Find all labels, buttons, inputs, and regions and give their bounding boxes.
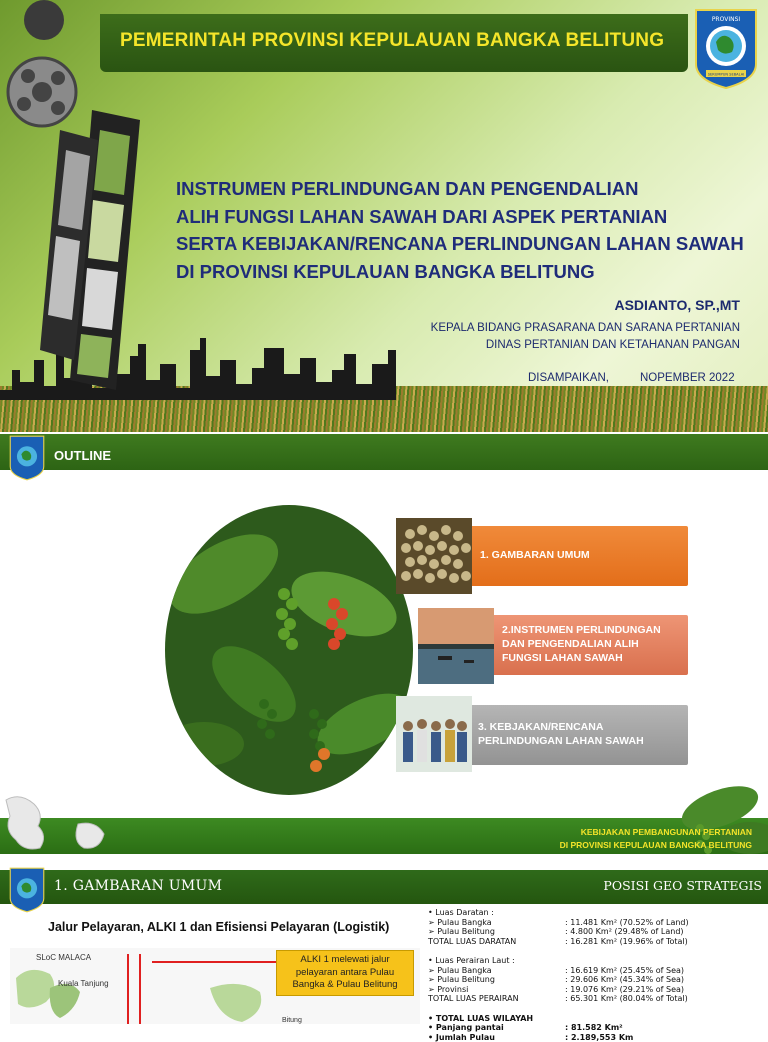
statistic-row xyxy=(428,946,768,956)
svg-text:Kuala Tanjung: Kuala Tanjung xyxy=(58,979,109,988)
group-photo-thumbnail xyxy=(396,696,472,772)
statistic-row xyxy=(428,918,768,928)
statistic-label: ➢ Provinsi xyxy=(428,984,469,994)
government-title: PEMERINTAH PROVINSI KEPULAUAN BANGKA BELITUNG xyxy=(120,30,665,51)
outline-item-general-overview[interactable] xyxy=(438,526,688,586)
statistic-value: : 11.481 Km² (70.52% of Land) xyxy=(565,917,689,927)
statistic-row xyxy=(428,985,768,995)
statistic-label: • Luas Perairan Laut : xyxy=(428,955,515,965)
statistic-row xyxy=(428,956,768,966)
statistic-row xyxy=(428,1023,768,1033)
statistic-row xyxy=(428,1033,768,1042)
statistic-row xyxy=(428,994,768,1004)
outline-header-bar xyxy=(0,434,768,470)
svg-text:SERUMPUN SEBALAI: SERUMPUN SEBALAI xyxy=(707,72,745,77)
title-slide xyxy=(0,0,768,432)
statistic-value: : 81.582 Km² xyxy=(565,1023,623,1033)
harbor-sunset-thumbnail xyxy=(418,608,494,684)
statistic-row xyxy=(428,937,768,947)
statistic-row xyxy=(428,1014,768,1024)
overview-slide xyxy=(0,864,768,1042)
pepper-plant-photo xyxy=(164,504,414,796)
footer-line: KEBIJAKAN PEMBANGUNAN PERTANIAN xyxy=(580,827,752,837)
outline-item-label: 1. GAMBARAN UMUM xyxy=(480,549,590,561)
outline-item-label: 3. KEBJAKAN/RENCANA PERLINDUNGAN LAHAN SAWAH xyxy=(478,721,644,747)
svg-text:SLoC MALACA: SLoC MALACA xyxy=(36,953,92,962)
statistic-label: ➢ Pulau Belitung xyxy=(428,927,495,937)
statistic-value: : 2.189,553 Km xyxy=(565,1032,634,1042)
statistic-row xyxy=(428,1004,768,1014)
footer-line: DI PROVINSI KEPULAUAN BANGKA BELITUNG xyxy=(559,840,752,850)
position-line: KEPALA BIDANG PRASARANA DAN SARANA PERTANIAN xyxy=(430,322,740,334)
delivered-label: DISAMPAIKAN, xyxy=(528,372,609,384)
geo-strategic-title: POSISI GEO STRATEGIS xyxy=(603,878,762,893)
title-line: SERTA KEBIJAKAN/RENCANA PERLINDUNGAN LAHAN SAWAH xyxy=(176,233,744,254)
statistic-value: : 4.800 Km² (29.48% of Land) xyxy=(565,927,684,937)
outline-item-policy-plan[interactable] xyxy=(438,705,688,765)
title-line: INSTRUMEN PERLINDUNGAN DAN PENGENDALIAN xyxy=(176,178,639,199)
statistic-label: • Jumlah Pulau xyxy=(428,1032,495,1042)
island-map-graphic xyxy=(0,790,110,862)
svg-text:Bitung: Bitung xyxy=(282,1017,302,1024)
outline-title: OUTLINE xyxy=(54,448,112,463)
svg-text:PROVINSI: PROVINSI xyxy=(711,16,741,23)
statistic-label: ➢ Pulau Bangka xyxy=(428,917,492,927)
statistic-label: ➢ Pulau Belitung xyxy=(428,975,495,985)
footer-caption xyxy=(560,826,752,852)
statistic-label: • Luas Daratan : xyxy=(428,908,494,917)
presentation-title xyxy=(176,175,766,285)
statistic-row xyxy=(428,927,768,937)
area-statistics xyxy=(428,908,768,1042)
title-line: ALIH FUNGSI LAHAN SAWAH DARI ASPEK PERTANIAN xyxy=(176,205,668,227)
province-emblem-icon xyxy=(8,866,46,914)
title-line: DI PROVINSI KEPULAUAN BANGKA BELITUNG xyxy=(176,260,595,282)
shipping-route-subtitle: Jalur Pelayaran, ALKI 1 dan Efisiensi Pelayaran (Logistik) xyxy=(48,920,390,934)
statistic-value: : 19.076 Km² (29.21% of Sea) xyxy=(565,984,685,994)
outline-slide xyxy=(0,432,768,864)
statistic-label: ➢ Pulau Bangka xyxy=(428,965,492,975)
statistic-value: : 65.301 Km² (80.04% of Total) xyxy=(565,994,688,1004)
pepper-seeds-thumbnail xyxy=(396,518,472,594)
province-emblem-icon xyxy=(692,8,760,90)
statistic-label: • TOTAL LUAS WILAYAH xyxy=(428,1013,534,1023)
province-emblem-icon xyxy=(8,434,46,482)
alki-callout: ALKI 1 melewati jalur pelayaran antara Pulau Bangka & Pulau Belitung xyxy=(276,950,414,996)
statistic-value: : 16.281 Km² (19.96% of Total) xyxy=(565,936,688,946)
statistic-label: TOTAL LUAS PERAIRAN xyxy=(428,994,519,1004)
author-position xyxy=(431,320,740,354)
statistic-value: : 16.619 Km² (25.45% of Sea) xyxy=(565,965,685,975)
presentation-date: NOPEMBER 2022 xyxy=(640,372,735,384)
statistic-row xyxy=(428,966,768,976)
author-name: ASDIANTO, SP.,MT xyxy=(614,297,740,313)
statistic-value: : 29.606 Km² (45.34% of Sea) xyxy=(565,975,685,985)
statistic-row xyxy=(428,908,768,918)
section-title: 1. GAMBARAN UMUM xyxy=(54,878,223,894)
statistic-row xyxy=(428,975,768,985)
outline-item-label: 2.INSTRUMEN PERLINDUNGAN DAN PENGENDALIAN ALIH FUNGSI LAHAN SAWAH xyxy=(502,624,661,664)
statistic-label: • Panjang pantai xyxy=(428,1023,504,1033)
position-line: DINAS PERTANIAN DAN KETAHANAN PANGAN xyxy=(485,339,740,351)
statistic-label: TOTAL LUAS DARATAN xyxy=(428,936,517,946)
